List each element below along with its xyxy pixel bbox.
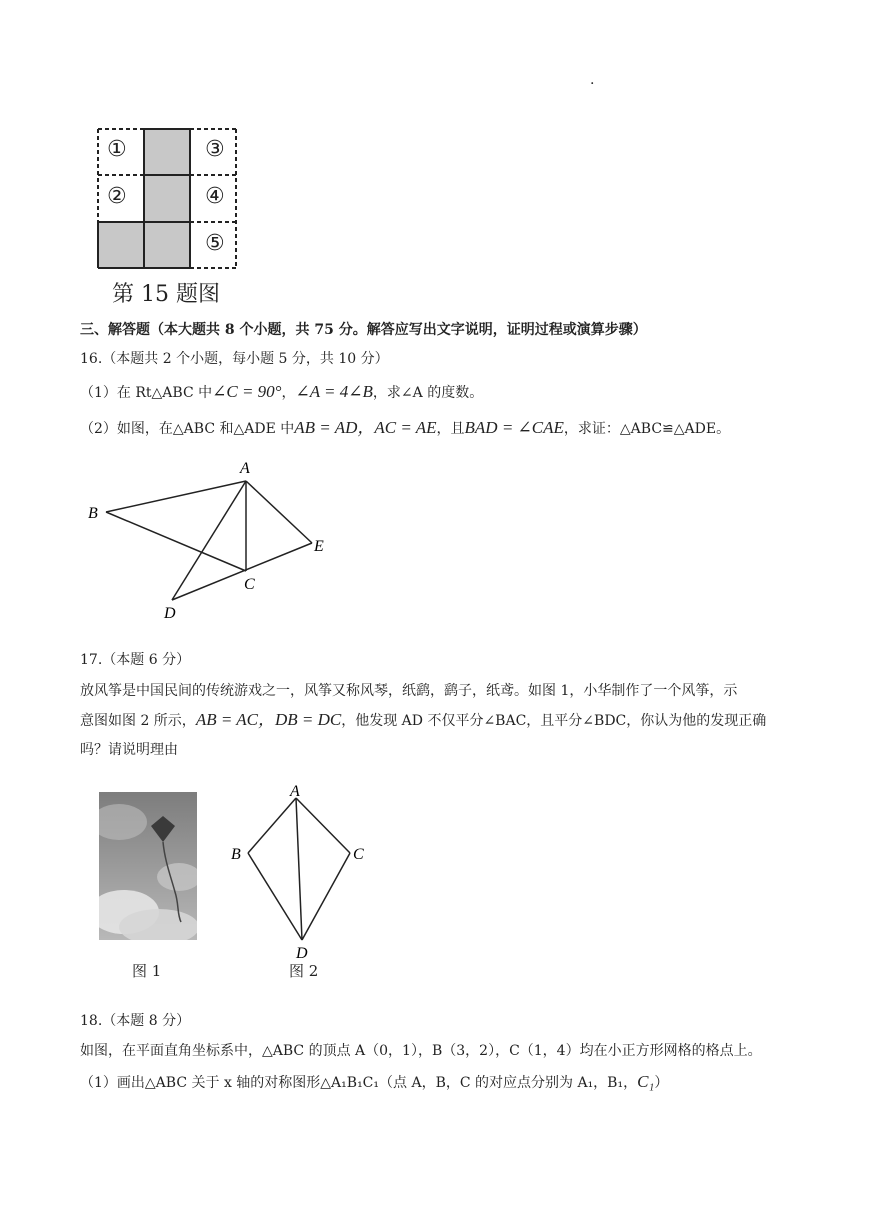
- q16-part1-text: （1）在 Rt△ABC 中: [80, 385, 213, 401]
- fig1-caption: 图 1: [132, 962, 162, 980]
- q17-label-b: B: [231, 846, 241, 863]
- q18-header: 18.（本题 8 分）: [80, 1013, 191, 1029]
- q16-label-e: E: [314, 538, 324, 555]
- q16-part2-text: ，求证：△ABC≌△ADE。: [563, 421, 731, 437]
- q17-segment-cd: [302, 853, 350, 940]
- q16-segment-ad: [172, 481, 246, 600]
- q16-segment-de: [172, 543, 312, 600]
- q18-line-2: [80, 1072, 668, 1093]
- q17-segment-ab: [248, 798, 296, 853]
- q17-header: 17.（本题 6 分）: [80, 652, 191, 668]
- q16-label-d: D: [164, 605, 176, 622]
- q16-header: 16.（本题共 2 个小题，每小题 5 分，共 10 分）: [80, 351, 389, 367]
- q16-label-c: C: [244, 576, 255, 593]
- q17-line-3: 吗？请说明理由: [80, 742, 178, 758]
- q16-part2-math-1: AB = AD，AC = AE: [294, 418, 437, 437]
- q16-part1-math-1: ∠C = 90°: [212, 382, 282, 401]
- fig15-cell-3: ③: [205, 137, 225, 162]
- q18-line-2-text: （1）画出△ABC 关于 x 轴的对称图形△A₁B₁C₁（点 A，B，C 的对应点分别为 A₁，B₁，: [80, 1075, 638, 1091]
- fig2-caption: 图 2: [289, 962, 319, 980]
- fig15-shaded-cell: [144, 129, 190, 175]
- q16-segment-ae: [246, 481, 312, 543]
- q17-line-2-text: 意图如图 2 所示，: [80, 713, 196, 729]
- kite-photo: [99, 792, 197, 940]
- q16-part2-text: （2）如图，在△ABC 和△ADE 中: [80, 421, 295, 437]
- q16-part1-text: ，: [281, 385, 296, 401]
- q18-line-1: 如图，在平面直角坐标系中，△ABC 的顶点 A（0，1），B（3，2），C（1，4）均在小正方形网格的格点上。: [80, 1043, 762, 1059]
- q17-segment-bd: [248, 853, 302, 940]
- q17-label-a: A: [290, 783, 300, 800]
- q16-label-a: A: [240, 460, 250, 477]
- q17-line-1: 放风筝是中国民间的传统游戏之一，风筝又称风琴，纸鹞，鹞子，纸鸢。如图 1，小华制作了一个风筝，示: [80, 683, 738, 699]
- fig15-shaded-cell: [98, 222, 144, 268]
- q17-line-2: [80, 710, 766, 731]
- fig15-shaded-cell: [144, 222, 190, 268]
- q16-part2-math-2: BAD = ∠CAE: [464, 418, 564, 437]
- q16-part1-math-2: ∠A = 4∠B: [295, 382, 373, 401]
- q17-line-2-text: ，他发现 AD 不仅平分∠BAC，且平分∠BDC，你认为他的发现正确: [341, 713, 767, 729]
- q17-segment-ac: [296, 798, 350, 853]
- fig15-cell-4: ④: [205, 184, 225, 209]
- fig15-cell-2: ②: [107, 184, 127, 209]
- q18-line-2-math: C₁: [637, 1072, 655, 1091]
- q16-segment-bc: [106, 512, 246, 571]
- q17-line-2-math: AB = AC，DB = DC: [195, 710, 342, 729]
- q16-figure: [80, 455, 340, 625]
- q17-label-d: D: [296, 945, 308, 962]
- q16-label-b: B: [88, 505, 98, 522]
- q16-segment-ab: [106, 481, 246, 512]
- fig15-cell-5: ⑤: [205, 231, 225, 256]
- fig15-caption: 第 15 题图: [112, 282, 220, 307]
- q16-part2-text: ，且: [436, 421, 465, 437]
- page-dot: .: [590, 72, 595, 88]
- fig15-shaded-cell: [144, 175, 190, 221]
- q18-line-2-text: ）: [654, 1075, 669, 1091]
- q16-part1-text: ，求∠A 的度数。: [372, 385, 484, 401]
- fig15-cell-1: ①: [107, 137, 127, 162]
- q17-figure: [226, 782, 376, 962]
- q17-segment-ad: [296, 798, 302, 940]
- section3-heading: 三、解答题（本大题共 8 个小题，共 75 分。解答应写出文字说明，证明过程或演算步骤）: [80, 322, 647, 338]
- q16-part2: [80, 418, 730, 439]
- q16-part1: [80, 382, 483, 403]
- q17-label-c: C: [353, 846, 364, 863]
